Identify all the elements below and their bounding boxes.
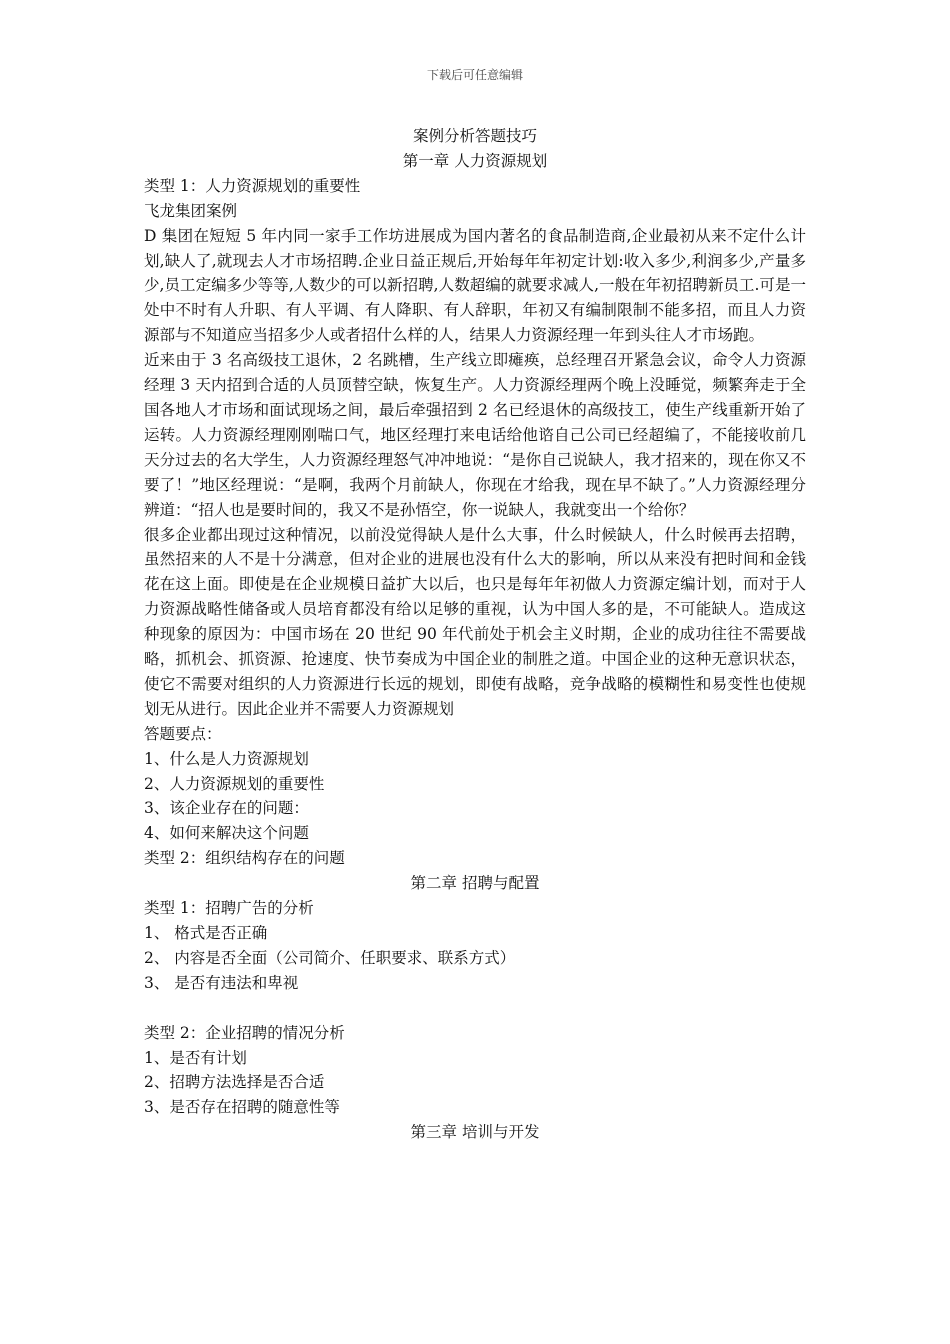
list-item: 3、是否存在招聘的随意性等 bbox=[144, 1098, 340, 1117]
chapter2-type1-heading: 类型 1：招聘广告的分析 bbox=[144, 899, 314, 918]
chapter2-title: 第二章 招聘与配置 bbox=[410, 874, 540, 893]
list-item: 3、 是否有违法和卑视 bbox=[144, 973, 299, 992]
document-title: 案例分析答题技巧 bbox=[412, 127, 537, 145]
list-item: 1、 格式是否正确 bbox=[144, 924, 268, 942]
blank-line bbox=[144, 996, 806, 1021]
chapter1-title: 第一章 人力资源规划 bbox=[402, 151, 548, 170]
header-note: 下载后可任意编辑 bbox=[426, 68, 523, 82]
chapter1-type2-heading: 类型 2：组织结构存在的问题 bbox=[144, 849, 345, 868]
answer-point: 1、什么是人力资源规划 bbox=[144, 749, 309, 768]
chapter2-type2-heading: 类型 2：企业招聘的情况分析 bbox=[144, 1023, 345, 1042]
list-item: 1、是否有计划 bbox=[144, 1048, 247, 1067]
case-title: 飞龙集团案例 bbox=[144, 201, 238, 220]
list-item: 2、招聘方法选择是否合适 bbox=[144, 1073, 325, 1092]
list-item: 2、 内容是否全面（公司简介、任职要求、联系方式） bbox=[144, 948, 516, 967]
document-body bbox=[144, 124, 806, 1145]
answer-point: 4、如何来解决这个问题 bbox=[144, 824, 309, 843]
chapter3-title: 第三章 培训与开发 bbox=[410, 1123, 540, 1142]
answer-points-label: 答题要点： bbox=[144, 724, 222, 743]
case-paragraph-3: 很多企业都出现过这种情况，以前没觉得缺人是什么大事，什么时候缺人，什么时候再去招聘，虽然招来的人不是十分满意，但对企业的进展也没有什么大的影响，所以从来没有把时间和金钱花在这上面。即使是在企业规模日益扩大以后，也只是每年年初做人力资源定编计划，而对于人力资源战略性储备或人员培育都没有给以足够的重视，认为中国人多的是，不可能缺人。造成这种现象的原因为：中国市场在 20 世纪 90 年代前处于机会主义时期，企业的成功往往不需要战略，抓机会、抓资源、抢速度、快节奏成为中国企业的制胜之道。中国企业的这种无意识状态，使它不需要对组织的人力资源进行长远的规划，即使有战略，竞争战略的模糊性和易变性也使规划无从进行。因此企业并不需要人力资源规划 bbox=[144, 525, 806, 718]
answer-point: 3、该企业存在的问题： bbox=[144, 799, 309, 818]
case-paragraph-1: D 集团在短短 5 年内同一家手工作坊进展成为国内著名的食品制造商,企业最初从来不定什么计划,缺人了,就现去人才市场招聘.企业日益正规后,开始每年年初定计划:收入多少,利润多少,产量多少,员工定编多少等等,人数少的可以新招聘,人数超编的就要求减人,一般在年初招聘新员工.可是一处中不时有人升职、有人平调、有人降职、有人辞职，年初又有编制限制不能多招，而且人力资源部与不知道应当招多少人或者招什么样的人，结果人力资源经理一年到头往人才市场跑。 bbox=[144, 226, 806, 345]
chapter1-type1-heading: 类型 1：人力资源规划的重要性 bbox=[144, 176, 361, 195]
answer-point: 2、人力资源规划的重要性 bbox=[144, 774, 325, 793]
case-paragraph-2: 近来由于 3 名高级技工退休，2 名跳槽，生产线立即瘫痪，总经理召开紧急会议，命令人力资源经理 3 天内招到合适的人员顶替空缺，恢复生产。人力资源经理两个晚上没睡觉，频繁奔走于全国各地人才市场和面试现场之间，最后牵强招到 2 名已经退休的高级技工，使生产线重新开始了运转。人力资源经理刚刚喘口气，地区经理打来电话给他谘自己公司已经超编了，不能接收前几天分过去的名大学生，人力资源经理怒气冲冲地说：“是你自己说缺人，我才招来的，现在你又不要了！”地区经理说：“是啊，我两个月前缺人，你现在才给我，现在早不缺了。”人力资源经理分辨道：“招人也是要时间的，我又不是孙悟空，你一说缺人，我就变出一个给你？ bbox=[144, 351, 806, 519]
